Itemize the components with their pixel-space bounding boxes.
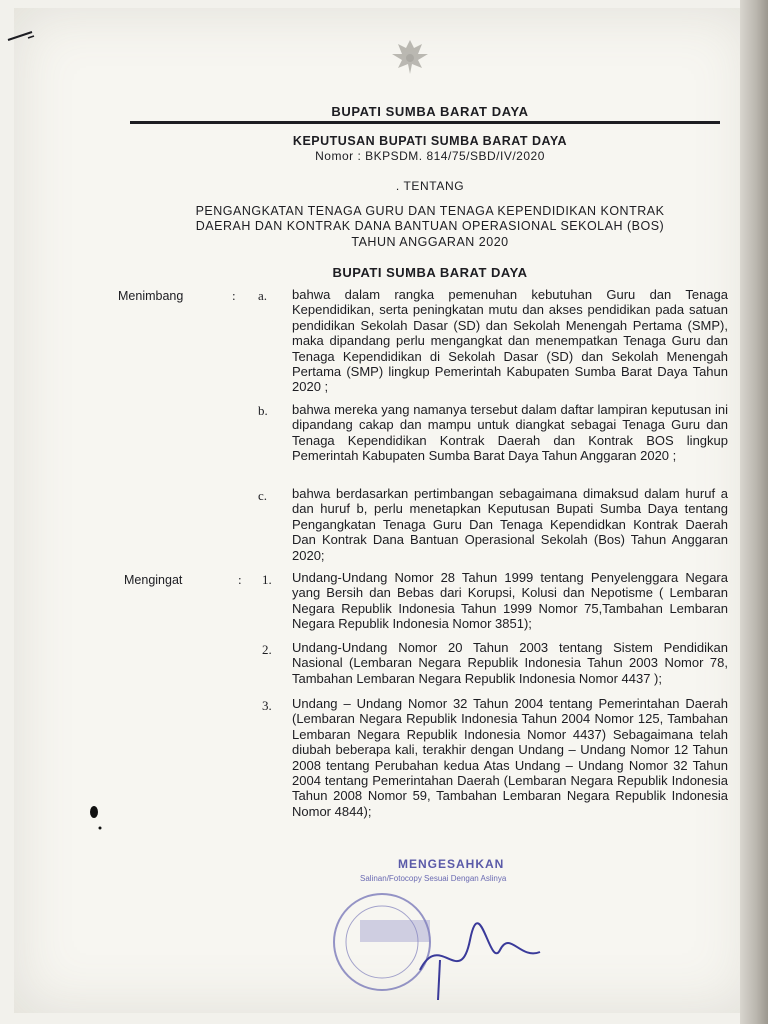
subject-line-1: PENGANGKATAN TENAGA GURU DAN TENAGA KEPENDIDIKAN KONTRAK [195, 204, 665, 218]
menimbang-item-c: bahwa berdasarkan pertimbangan sebagaimana dimaksud dalam huruf a dan huruf b, perlu menetapkan Keputusan Bupati Sumba Daya tentang Pengangkatan Tenaga Guru Dan Tenaga Kependidkan Kontrak Daerah Dan Kontrak Dana Bantuan Operasional Sekolah (Bos) Tahun Anggaran 2020; [292, 486, 728, 563]
mengingat-item-2: Undang-Undang Nomor 20 Tahun 2003 tentang Sistem Pendidikan Nasional (Lembaran Negara Republik Indonesia Tahun 2003 Nomor 78, Tambahan Lembaran Negara Republik Indonesia Nomor 4437 ); [292, 640, 728, 686]
menimbang-marker-a: a. [258, 288, 268, 303]
mengingat-item-3: Undang – Undang Nomor 32 Tahun 2004 tentang Pemerintahan Daerah (Lembaran Negara Republik Indonesia Tahun 2004 Nomor 125, Tambahan Lembaran Negara Republik Indonesia Nomor 4437) Sebagaimana telah diubah beberapa kali, terakhir dengan Undang – Undang Nomor 12 Tahun 2008 tentang Perubahan kedua Atas Undang – Undang Nomor 32 Tahun 2004 tentang Pemerintahan Daerah (Lembaran Negara Republik Indonesia Tahun 2008 Nomor 59, Tambahan Lembaran Negara Republik Indonesia Nomor 4844); [292, 696, 728, 819]
menimbang-marker-b: b. [258, 403, 268, 418]
menimbang-label: Menimbang [118, 289, 184, 303]
subject-line-3: TAHUN ANGGARAN 2020 [351, 235, 509, 249]
pen-mark [6, 26, 36, 46]
stamp-heading: MENGESAHKAN [398, 857, 505, 871]
menimbang-item-a: bahwa dalam rangka pemenuhan kebutuhan Guru dan Tenaga Kependidikan, serta peningkatan mutu dan akses pendidikan pada satuan pendidikan Sekolah Dasar (SD) dan Sekolah Menengah Pertama (SMP), maka dipandang perlu mengangkat dan menempatkan Tenaga Guru dan Tenaga Kependidikan di Sekolah Dasar (SD) dan Sekolah Menengah Pertama (SMP) lingkup Pemerintah Kabupaten Sumba Barat Daya Tahun 2020 ; [292, 287, 728, 395]
mengingat-label: Mengingat [124, 573, 183, 587]
about-label: . TENTANG [395, 179, 465, 193]
office-title: BUPATI SUMBA BARAT DAYA [331, 104, 529, 119]
decree-number: Nomor : BKPSDM. 814/75/SBD/IV/2020 [315, 149, 545, 163]
mengingat-marker-2: 2. [262, 642, 272, 657]
menimbang-marker-c: c. [258, 488, 268, 503]
stamp-certification-line: Salinan/Fotocopy Sesuai Dengan Aslinya [360, 874, 507, 883]
subject-line-2: DAERAH DAN KONTRAK DANA BANTUAN OPERASIONAL SEKOLAH (BOS) [195, 219, 665, 233]
ink-blot [86, 796, 106, 836]
mengingat-marker-3: 3. [262, 698, 272, 713]
mengingat-item-1: Undang-Undang Nomor 28 Tahun 1999 tentang Penyelenggara Negara yang Bersih dan Bebas dari Korupsi, Kolusi dan Nepotisme ( Lembaran Negara Republik Indonesia Tahun 1999 Nomor 75,Tambahan Lembaran Negara Republik Indonesia Nomor 3851); [292, 570, 728, 632]
menimbang-colon: : [232, 288, 236, 303]
issuer-title: BUPATI SUMBA BARAT DAYA [332, 265, 528, 280]
garuda-emblem-icon [380, 34, 440, 84]
mengingat-marker-1: 1. [262, 572, 272, 587]
decree-title: KEPUTUSAN BUPATI SUMBA BARAT DAYA [292, 134, 568, 148]
header-rule [130, 121, 720, 124]
mengingat-colon: : [238, 572, 242, 587]
menimbang-item-b: bahwa mereka yang namanya tersebut dalam daftar lampiran keputusan ini dipandang cakap dan mampu untuk diangkat sebagai Tenaga Guru dan Tenaga Kependidikan Kontrak Daerah dan Kontrak BOS lingkup Pemerintah Kabupaten Sumba Barat Daya Tahun Anggaran 2020 ; [292, 402, 728, 464]
